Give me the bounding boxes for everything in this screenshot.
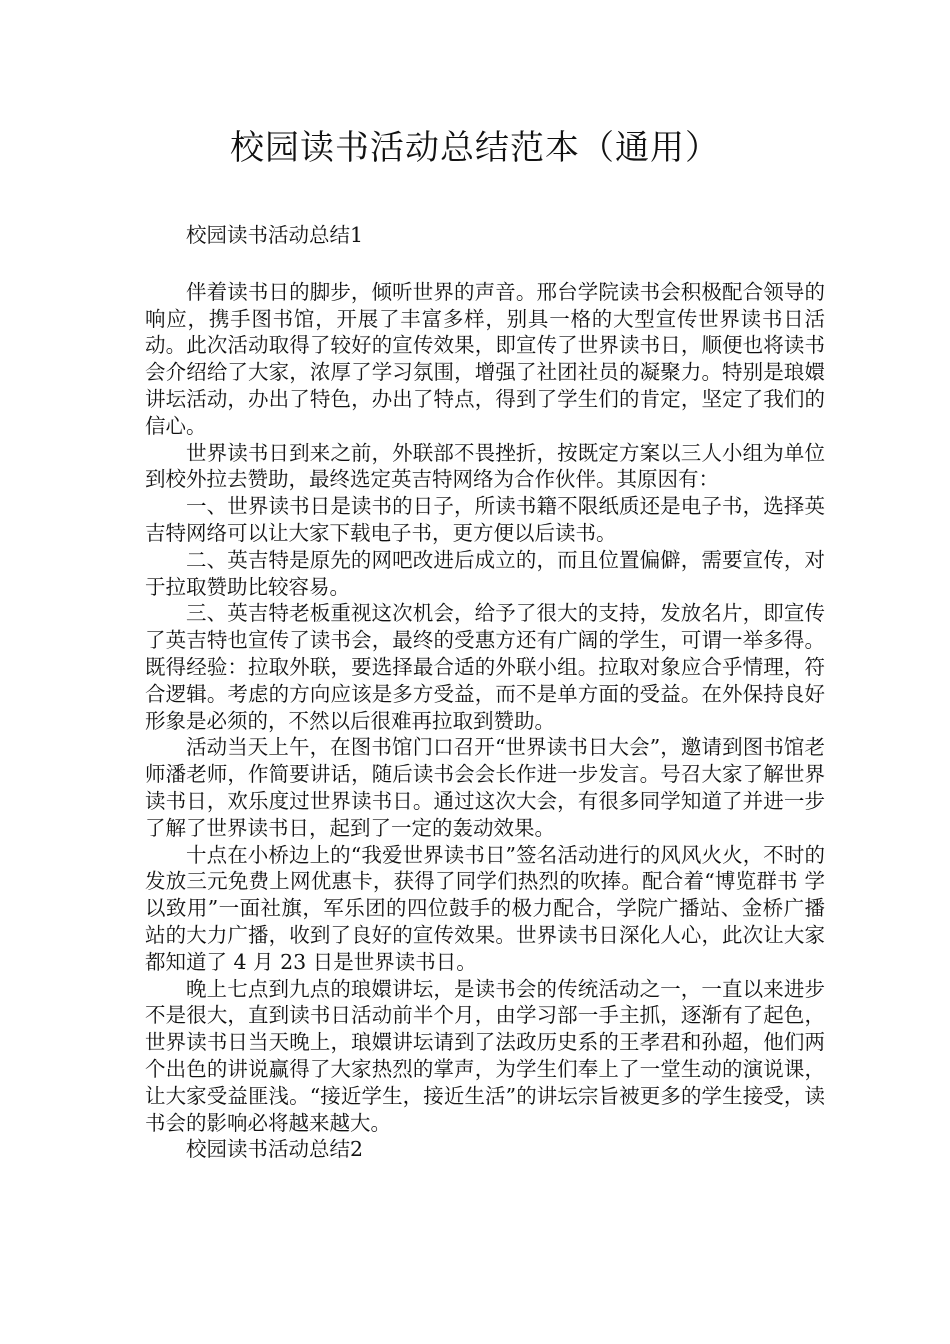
spacer: [145, 249, 825, 279]
document-title: 校园读书活动总结范本（通用）: [230, 128, 720, 168]
document-body: [145, 222, 825, 1163]
paragraph: 二、英吉特是原先的网吧改进后成立的，而且位置偏僻，需要宣传，对于拉取赞助比较容易。: [145, 547, 825, 599]
paragraph: 一、世界读书日是读书的日子，所读书籍不限纸质还是电子书，选择英吉特网络可以让大家下载电子书，更方便以后读书。: [145, 494, 825, 545]
paragraph: 三、英吉特老板重视这次机会，给予了很大的支持，发放名片，即宣传了英吉特也宣传了读书会，最终的受惠方还有广阔的学生，可谓一举多得。既得经验：拉取外联，要选择最合适的外联小组。拉取对象应合乎情理，符合逻辑。考虑的方向应该是多方受益，而不是单方面的受益。在外保持良好形象是必须的，不然以后很难再拉取到赞助。: [145, 601, 825, 733]
section-heading-2: 校园读书活动总结2: [186, 1137, 364, 1162]
paragraph: 活动当天上午，在图书馆门口召开“世界读书日大会”，邀请到图书馆老师潘老师，作简要讲话，随后读书会会长作进一步发言。号召大家了解世界读书日，欢乐度过世界读书日。通过这次大会，有很多同学知道了并进一步了解了世界读书日，起到了一定的轰动效果。: [145, 735, 825, 840]
paragraph: 晚上七点到九点的琅嬛讲坛，是读书会的传统活动之一，一直以来进步不是很大，直到读书日活动前半个月，由学习部一手主抓，逐渐有了起色，世界读书日当天晚上，琅嬛讲坛请到了法政历史系的王孝君和孙超，他们两个出色的讲说赢得了大家热烈的掌声，为学生们奉上了一堂生动的演说课，让大家受益匪浅。“接近学生，接近生活”的讲坛宗旨被更多的学生接受，读书会的影响必将越来越大。: [145, 976, 825, 1135]
paragraph: 世界读书日到来之前，外联部不畏挫折，按既定方案以三人小组为单位到校外拉去赞助，最终选定英吉特网络为合作伙伴。其原因有：: [145, 440, 825, 492]
paragraph: 伴着读书日的脚步，倾听世界的声音。邢台学院读书会积极配合领导的响应，携手图书馆，开展了丰富多样，别具一格的大型宣传世界读书日活动。此次活动取得了较好的宣传效果，即宣传了世界读书日，顺便也将读书会介绍给了大家，浓厚了学习氛围，增强了社团社员的凝聚力。特别是琅嬛讲坛活动，办出了特色，办出了特点，得到了学生们的肯定，坚定了我们的信心。: [145, 279, 825, 438]
paragraph: 十点在小桥边上的“我爱世界读书日”签名活动进行的风风火火，不时的发放三元免费上网优惠卡，获得了同学们热烈的吹捧。配合着“博览群书 学以致用”一面社旗，军乐团的四位鼓手的极力配合，学院广播站、金桥广播站的大力广播，收到了良好的宣传效果。世界读书日深化人心，此次让大家都知道了 4 月 23 日是世界读书日。: [145, 842, 825, 974]
section-heading-1: 校园读书活动总结1: [186, 223, 364, 247]
